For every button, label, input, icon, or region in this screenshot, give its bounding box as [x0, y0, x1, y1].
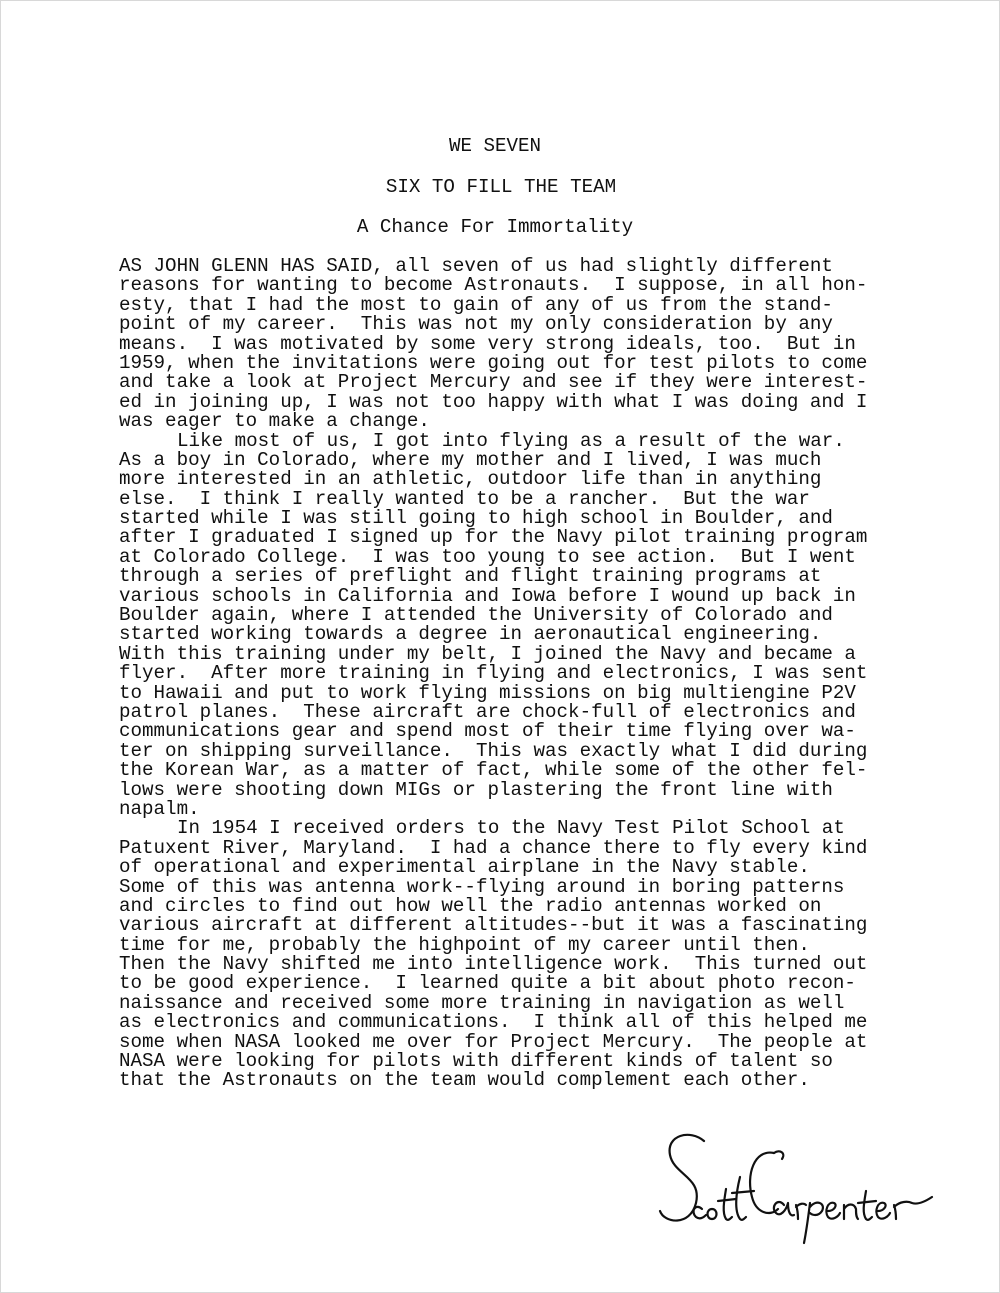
text-line: communications gear and spend most of their time flying over wa- [119, 720, 856, 743]
text-line: some when NASA looked me over for Project Mercury. The people at [119, 1030, 868, 1053]
text-line: napalm. [119, 797, 200, 820]
chapter-subtitle: A Chance For Immortality [356, 216, 634, 238]
text-line: patrol planes. These aircraft are chock-full of electronics and [119, 700, 856, 723]
text-line: 1959, when the invitations were going out for test pilots to come [119, 351, 868, 374]
text-line: In 1954 I received orders to the Navy Test Pilot School at [177, 817, 845, 840]
text-line: AS JOHN GLENN HAS SAID, all seven of us had slightly different [119, 255, 833, 277]
text-line: time for me, probably the highpoint of my career until then. [119, 933, 810, 956]
chapter-heading: SIX TO FILL THE TEAM [385, 176, 617, 198]
text-line: of operational and experimental airplane in the Navy stable. [119, 856, 810, 879]
text-line: and take a look at Project Mercury and see if they were interest- [119, 371, 868, 394]
text-line: that the Astronauts on the team would complement each other. [119, 1069, 810, 1092]
text-line: started working towards a degree in aeronautical engineering. [119, 623, 822, 646]
text-line: various schools in California and Iowa before I wound up back in [119, 584, 856, 607]
text-line: esty, that I had the most to gain of any of us from the stand- [119, 293, 833, 316]
text-line: was eager to make a change. [119, 410, 430, 433]
text-line: at Colorado College. I was too young to see action. But I went [119, 545, 856, 568]
text-line: lows were shooting down MIGs or plastering the front line with [119, 778, 833, 801]
text-line: flyer. After more training in flying and electronics, I was sent [119, 662, 868, 685]
document-title: WE SEVEN [448, 135, 542, 157]
text-line: else. I think I really wanted to be a rancher. But the war [119, 487, 810, 510]
text-line: Patuxent River, Maryland. I had a chance there to fly every kind [119, 836, 868, 859]
text-line: as electronics and communications. I think all of this helped me [119, 1011, 868, 1034]
text-line: after I graduated I signed up for the Navy pilot training program [119, 526, 868, 549]
text-line: point of my career. This was not my only consideration by any [119, 313, 833, 336]
text-line: Like most of us, I got into flying as a result of the war. [177, 429, 845, 452]
text-line: NASA were looking for pilots with different kinds of talent so [119, 1050, 833, 1073]
text-line: and circles to find out how well the radio antennas worked on [119, 894, 822, 917]
body-text [119, 257, 999, 1091]
text-line: means. I was motivated by some very strong ideals, too. But in [119, 332, 856, 355]
text-line: Then the Navy shifted me into intelligence work. This turned out [119, 953, 868, 976]
text-line: reasons for wanting to become Astronauts. I suppose, in all hon- [119, 274, 868, 297]
text-line: Boulder again, where I attended the University of Colorado and [119, 604, 833, 627]
text-line: to Hawaii and put to work flying missions on big multiengine P2V [119, 681, 856, 704]
text-line: more interested in an athletic, outdoor life than in anything [119, 468, 822, 491]
text-line: the Korean War, as a matter of fact, while some of the other fel- [119, 759, 868, 782]
signature-scott-carpenter [656, 1119, 956, 1249]
text-line: ter on shipping surveillance. This was exactly what I did during [119, 739, 868, 762]
text-line: Some of this was antenna work--flying around in boring patterns [119, 875, 845, 898]
text-line: With this training under my belt, I joined the Navy and became a [119, 642, 856, 665]
text-line: As a boy in Colorado, where my mother and I lived, I was much [119, 448, 822, 471]
handwritten-signature [656, 1119, 956, 1249]
text-line: naissance and received some more training in navigation as well [119, 991, 845, 1014]
text-line: through a series of preflight and flight training programs at [119, 565, 822, 588]
text-line: to be good experience. I learned quite a bit about photo recon- [119, 972, 856, 995]
text-line: various aircraft at different altitudes--but it was a fascinating [119, 914, 868, 937]
text-line: ed in joining up, I was not too happy with what I was doing and I [119, 390, 868, 413]
text-line: started while I was still going to high school in Boulder, and [119, 507, 833, 530]
